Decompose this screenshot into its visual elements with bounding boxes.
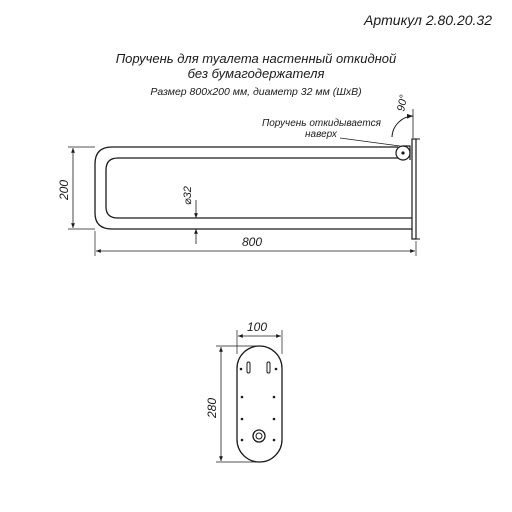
handrail-side-view	[95, 139, 420, 239]
title-line-2: без бумагодержателя	[187, 66, 325, 81]
rotation-indicator	[340, 93, 413, 146]
plate-pivot	[253, 430, 265, 442]
fold-note-line-2: наверх	[305, 129, 337, 140]
wall-plate-front-view	[237, 346, 282, 462]
diameter-dimension	[182, 186, 196, 244]
fold-note-line-1: Поручень откидывается	[262, 118, 381, 129]
height-label: 200	[57, 179, 71, 200]
size-description: Размер 800х200 мм, диаметр 32 мм (ШхВ)	[150, 86, 362, 98]
title-line-1: Поручень для туалета настенный откидной	[115, 51, 397, 66]
height-dimension	[57, 147, 95, 229]
angle-label: 90°	[395, 93, 411, 113]
width-dimension	[95, 231, 416, 256]
diameter-label: ⌀32	[182, 186, 194, 205]
wall-plate-side	[412, 139, 416, 239]
width-label: 800	[242, 235, 263, 249]
plate-width-label: 100	[247, 320, 268, 334]
article-number: Артикул 2.80.20.32	[364, 12, 492, 28]
plate-height-label: 280	[205, 397, 219, 418]
